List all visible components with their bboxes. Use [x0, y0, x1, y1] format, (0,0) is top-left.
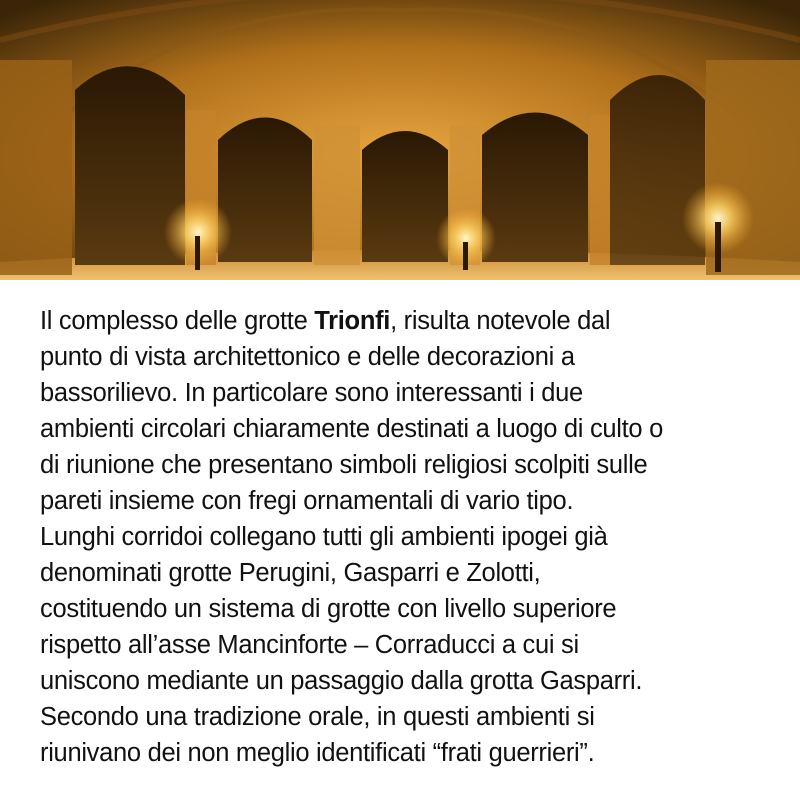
text-line-10: rispetto all’asse Mancinforte – Corraducci a cui si [40, 631, 579, 659]
text-line-4: ambienti circolari chiaramente destinati a luogo di culto o [40, 415, 663, 443]
text-segment: , risulta notevole dal [390, 307, 611, 335]
highlighted-name: Trionfi [314, 307, 391, 335]
text-line-11: uniscono mediante un passaggio dalla grotta Gasparri. [40, 667, 643, 695]
text-line-6: pareti insieme con fregi ornamentali di vario tipo. [40, 487, 574, 515]
grotto-photo [0, 0, 800, 280]
text-line-5: di riunione che presentano simboli religiosi scolpiti sulle [40, 451, 648, 479]
text-line-2: punto di vista architettonico e delle decorazioni a [40, 343, 575, 371]
text-line-13: riunivano dei non meglio identificati “frati guerrieri”. [40, 739, 595, 767]
description-paragraph [40, 303, 780, 771]
text-line-9: costituendo un sistema di grotte con livello superiore [40, 595, 617, 623]
text-line-1 [40, 303, 780, 339]
text-line-12: Secondo una tradizione orale, in questi ambienti si [40, 703, 595, 731]
grotto-photo-illustration [0, 0, 800, 280]
arch-center-left [218, 118, 312, 263]
text-line-8: denominati grotte Perugini, Gasparri e Zolotti, [40, 559, 541, 587]
text-segment: Il complesso delle grotte [40, 307, 315, 335]
arch-center-right [482, 113, 588, 263]
text-line-3: bassorilievo. In particolare sono interessanti i due [40, 379, 583, 407]
text-line-7: Lunghi corridoi collegano tutti gli ambienti ipogei già [40, 523, 608, 551]
arch-center [362, 131, 448, 262]
